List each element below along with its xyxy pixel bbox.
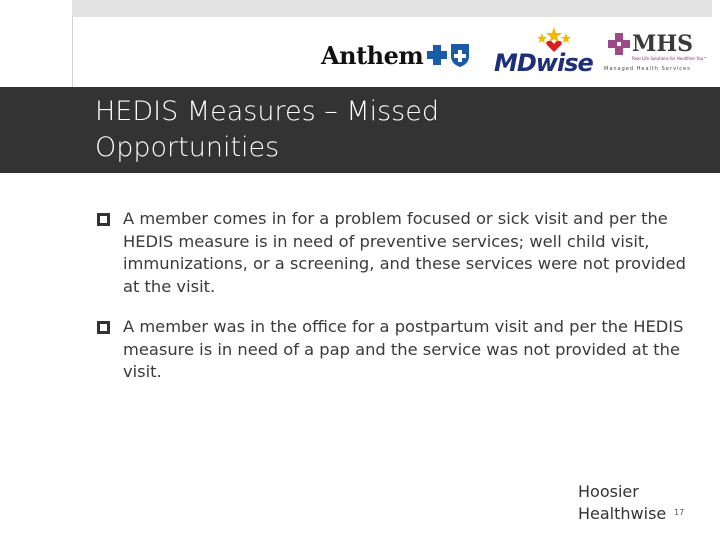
- mhs-subtitle: Managed Health Services: [604, 66, 691, 72]
- mdwise-logo: [494, 27, 593, 85]
- top-accent-bar: [72, 0, 712, 17]
- bullet-text: A member comes in for a problem focused or sick visit and per the HEDIS measure is in need of preventive services; well child visit, immunizations, or a screening, and these services were not provided at the visit.: [123, 209, 686, 296]
- page-number: 17: [674, 508, 685, 517]
- bullet-item: [97, 208, 697, 298]
- slide-title: HEDIS Measures – Missed Opportunities: [95, 96, 439, 163]
- blue-cross-blue-shield-icon: [427, 42, 471, 68]
- mhs-tagline: Real Life Solutions for Healthier You™: [632, 56, 708, 61]
- mhs-cross-icon: [608, 33, 630, 55]
- bullet-item: [97, 316, 697, 384]
- mhs-logo: [604, 31, 708, 87]
- bullet-text: A member was in the office for a postpartum visit and per the HEDIS measure is in need of a pap and the service was not provided at the visit.: [123, 317, 684, 381]
- square-bullet-icon: [97, 213, 110, 226]
- square-bullet-icon: [97, 321, 110, 334]
- mhs-wordmark: MHS: [632, 31, 694, 57]
- anthem-wordmark: Anthem: [321, 40, 424, 70]
- bullet-list: [97, 208, 697, 402]
- footer-label: Hoosier Healthwise: [578, 482, 667, 523]
- anthem-logo: [321, 39, 471, 71]
- mdwise-wordmark: MDwise: [494, 49, 593, 77]
- logo-strip: [72, 17, 720, 87]
